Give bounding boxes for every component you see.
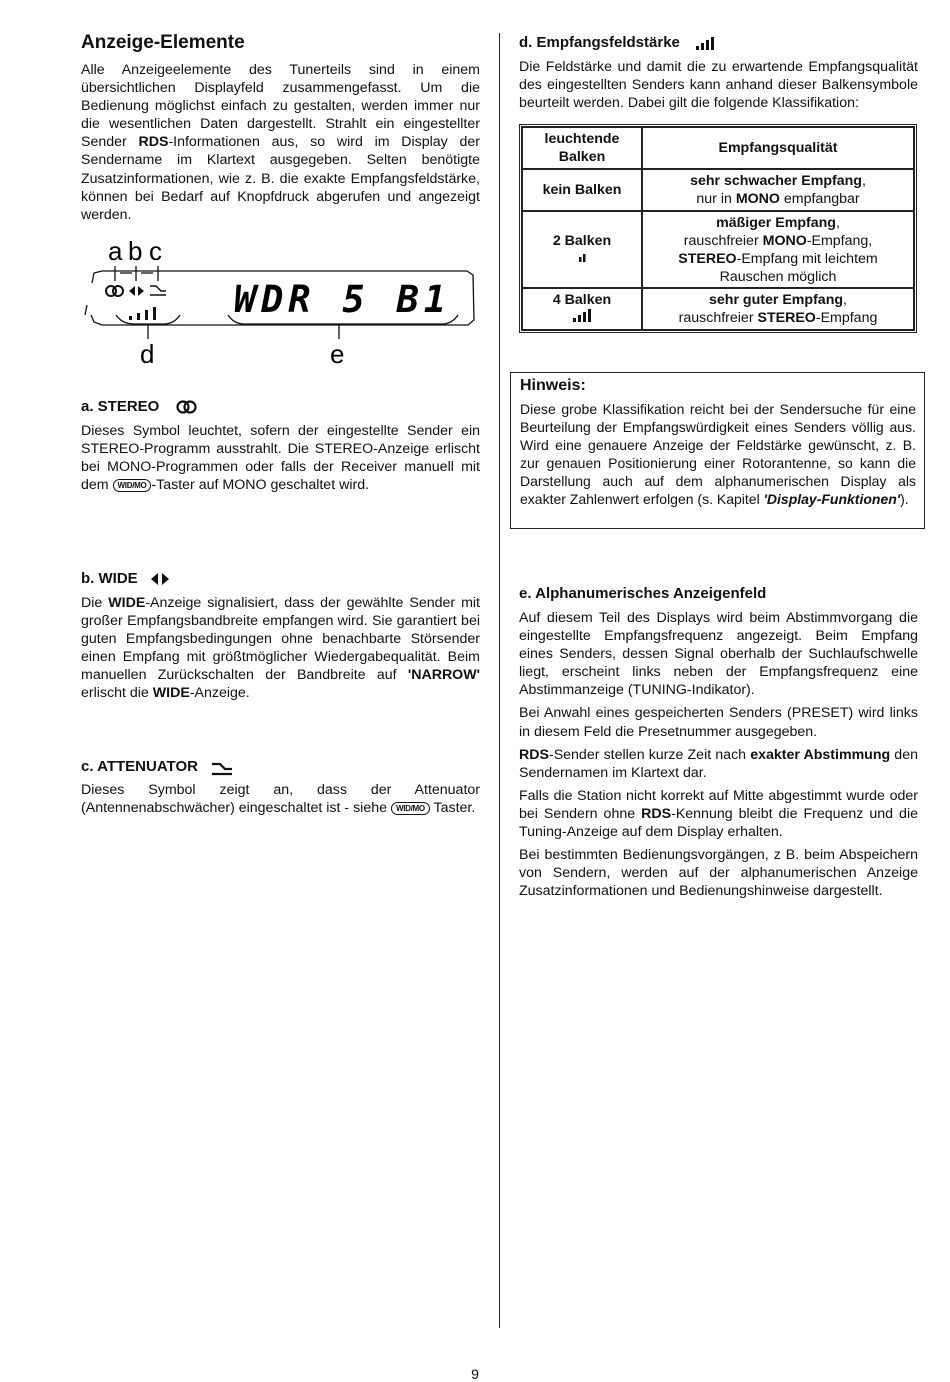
table-row: [522, 211, 914, 288]
wide-text-3: erlischt die: [81, 685, 153, 702]
stereo-icon: [175, 399, 199, 415]
label-e: e: [330, 339, 345, 369]
alpha-paragraph-5: Bei bestimmten Bedienungsvorgängen, z B. beim Abspeichern von Sendern, werden auf der alphanumerischen Anzeige Zusatzinformationen und Bedienungshinweise dargestellt.: [519, 847, 918, 900]
attenuator-icon: [150, 286, 166, 295]
hinweis-text-end: ).: [900, 491, 909, 508]
alpha-paragraph-2: Bei Anwahl eines gespeicherten Senders (PRESET) wird links in diesem Feld die Presetnummer ausgegeben.: [519, 705, 918, 740]
quality-bold: sehr schwacher Empfang: [690, 173, 862, 190]
attenuator-heading: [81, 757, 480, 776]
alpha-bold: RDS: [641, 805, 672, 822]
alpha-text: Falls die Station nicht korrekt auf Mitte abgestimmt wurde oder bei Sendern ohne: [519, 787, 918, 822]
alpha-text: -Sender stellen kurze Zeit nach: [548, 746, 751, 763]
signal-bars-icon: [129, 307, 156, 320]
intro-rds: RDS: [138, 134, 169, 151]
alpha-paragraph-1: Auf diesem Teil des Displays wird beim Abstimmvorgang die eingestellte Empfangsfrequenz angezeigt. Beim Empfang eines Senders, dessen Signal oberhalb der Suchlaufschwelle liegt, erscheint links neben der Empfangsfrequenz eine Abstimmanzeige (TUNING-Indikator).: [519, 610, 918, 699]
table-row: [522, 288, 914, 330]
table-cell-bars: [522, 211, 642, 288]
table-cell-quality: [642, 211, 914, 288]
alpha-text: -Kennung bleibt die Frequenz und die Tuning-Anzeige auf dem Display erhalten.: [519, 805, 918, 841]
quality-text: nur in: [696, 191, 736, 208]
label-c: c: [149, 236, 162, 266]
field-strength-paragraph: Die Feldstärke und damit die zu erwartende Empfangsqualität des eingestellten Senders kann anhand dieser Balkensymbole beurteilt werden. Dabei gilt die folgende Klassifikation:: [519, 59, 918, 112]
alpha-bold: exakter Abstimmung: [750, 746, 891, 763]
bars-label: 4 Balken: [552, 292, 612, 309]
wide-text-1: Die: [81, 595, 109, 611]
quality-text: ,: [861, 173, 866, 190]
quality-text: -Empfang: [815, 310, 878, 327]
attenuator-icon: [210, 758, 234, 776]
attenuator-paragraph: [81, 781, 480, 817]
table-cell-bars: [522, 288, 642, 330]
alpha-paragraph-3: [519, 746, 918, 782]
display-text: WDR 5 B1: [234, 278, 446, 321]
alpha-paragraph-4: [519, 787, 918, 841]
bars-label: 2 Balken: [552, 232, 612, 249]
attenuator-title: c. ATTENUATOR: [81, 758, 198, 775]
table-cell-quality: [642, 288, 914, 330]
quality-text: rauschfreier: [678, 310, 758, 327]
wide-bold-3: WIDE: [152, 685, 190, 702]
intro-section: [81, 32, 480, 224]
wide-heading: [81, 569, 480, 588]
hinweis-reference: 'Display-Funktionen': [763, 491, 901, 508]
quality-text: rauschfreier: [683, 232, 763, 249]
wide-bold-1: WIDE: [108, 595, 146, 611]
quality-bold: STEREO: [678, 250, 737, 267]
hinweis-box: [510, 372, 925, 529]
stereo-paragraph: [81, 422, 480, 494]
table-cell-bars: kein Balken: [522, 169, 642, 211]
quality-text: ,: [843, 292, 847, 309]
intro-text-1: Alle Anzeigeelemente des Tunerteils sind in einem übersichtlichen Displayfeld zusammengefasst. Um die Bedienung möglichst einfach zu gestalten, werden immer nur die wesentlichen Daten dargestellt. Strahlt ein eingestellter Sender: [81, 62, 480, 151]
table-cell-quality: [642, 169, 914, 211]
quality-text: empfangbar: [779, 191, 860, 208]
hinweis-title: Hinweis:: [520, 377, 586, 394]
table-header-bars: leuchtende Balken: [522, 127, 642, 169]
quality-bold: STEREO: [757, 310, 816, 327]
wide-title: b. WIDE: [81, 570, 138, 587]
column-divider: [499, 33, 500, 1328]
alpha-bold: RDS: [519, 746, 549, 763]
label-d: d: [140, 339, 155, 369]
wid-mo-button-icon: WID/MO: [391, 802, 430, 815]
hinweis-paragraph: [520, 400, 916, 509]
field-strength-title: d. Empfangsfeldstärke: [519, 34, 680, 51]
wid-mo-button-icon: WID/MO: [113, 479, 152, 492]
stereo-text-1: Dieses Symbol leuchtet, sofern der eingestellte Sender ein STEREO-Programm ausstrahlt. Die STEREO-Anzeige erlischt bei MONO-Programmen oder falls der Receiver manuell mit dem: [81, 423, 480, 494]
attenuator-section: [81, 757, 480, 817]
quality-bold: sehr guter Empfang: [709, 292, 844, 309]
table-row: [522, 169, 914, 211]
attenuator-text-1: Dieses Symbol zeigt an, dass der Attenuator (Antennenabschwächer) eingeschaltet ist - siehe: [81, 782, 480, 817]
signal-bars-icon: [694, 35, 716, 51]
signal-2-bars-icon: [576, 251, 588, 263]
quality-bold: mäßiger Empfang: [716, 214, 836, 231]
label-a: a: [108, 236, 123, 266]
label-b: b: [128, 236, 143, 266]
intro-text-2: -Informationen aus, so wird im Display der Sendername im Klartext ausgegeben. Selten benötigte Zusatzinformationen, wie z. B. die exakte Empfangsfeldstärke, können bei Bedarf auf Knopfdruck abgerufen und angezeigt werden.: [81, 134, 480, 223]
quality-bold: MONO: [762, 232, 807, 249]
stereo-section: [81, 397, 480, 494]
wide-icon: [129, 286, 144, 296]
signal-4-bars-icon: [572, 309, 592, 322]
wide-bold-2: 'NARROW': [407, 667, 480, 684]
stereo-title: a. STEREO: [81, 398, 160, 415]
alpha-text: den Sendernamen im Klartext dar.: [519, 746, 918, 781]
quality-text: -Empfang,: [806, 232, 873, 249]
stereo-text-2: -Taster auf MONO geschaltet wird.: [151, 477, 370, 494]
alpha-heading: e. Alphanumerisches Anzeigenfeld: [519, 585, 767, 602]
wide-text-2: -Anzeige signalisiert, dass der gewählte Sender mit großer Empfangsbandbreite empfangen wird. Sie garantiert bei guten Empfangsbedingungen ohne benachbarte Störsender einen Empfang mit größtmöglicher Wiedergabequalität. Beim manuellen Zurückschalten der Bandbreite auf: [81, 595, 480, 684]
quality-text: -Empfang mit leichtem Rauschen möglich: [719, 250, 878, 285]
tuner-display-figure: [82, 235, 482, 370]
table-row: [522, 127, 914, 169]
intro-paragraph: [81, 61, 480, 224]
wide-text-4: -Anzeige.: [189, 685, 250, 702]
wide-section: [81, 569, 480, 703]
wide-icon: [150, 571, 172, 587]
stereo-icon: [106, 286, 123, 296]
alpha-section: [519, 584, 918, 900]
field-strength-heading: [519, 33, 918, 52]
section-title: Anzeige-Elemente: [81, 32, 245, 53]
page-number: 9: [471, 1366, 479, 1382]
table-header-quality: Empfangsqualität: [642, 127, 914, 169]
stereo-heading: [81, 397, 480, 416]
quality-bold: MONO: [735, 191, 780, 208]
quality-text: ,: [835, 214, 840, 231]
attenuator-text-2: Taster.: [429, 800, 476, 817]
wide-paragraph: [81, 594, 480, 703]
field-strength-section: [519, 33, 918, 333]
classification-table: [519, 124, 917, 333]
hinweis-text: Diese grobe Klassifikation reicht bei der Sendersuche für eine Beurteilung der Empfangswürdigkeit eines Senders völlig aus. Wird eine genauere Anzeige der Feldstärke gewünscht, z. B. zur genauen Positionierung einer Rotorantenne, so kann die Darstellung auch auf dem alphanumerischen Display als exakter Zahlenwert erfolgen (s. Kapitel: [520, 401, 916, 508]
